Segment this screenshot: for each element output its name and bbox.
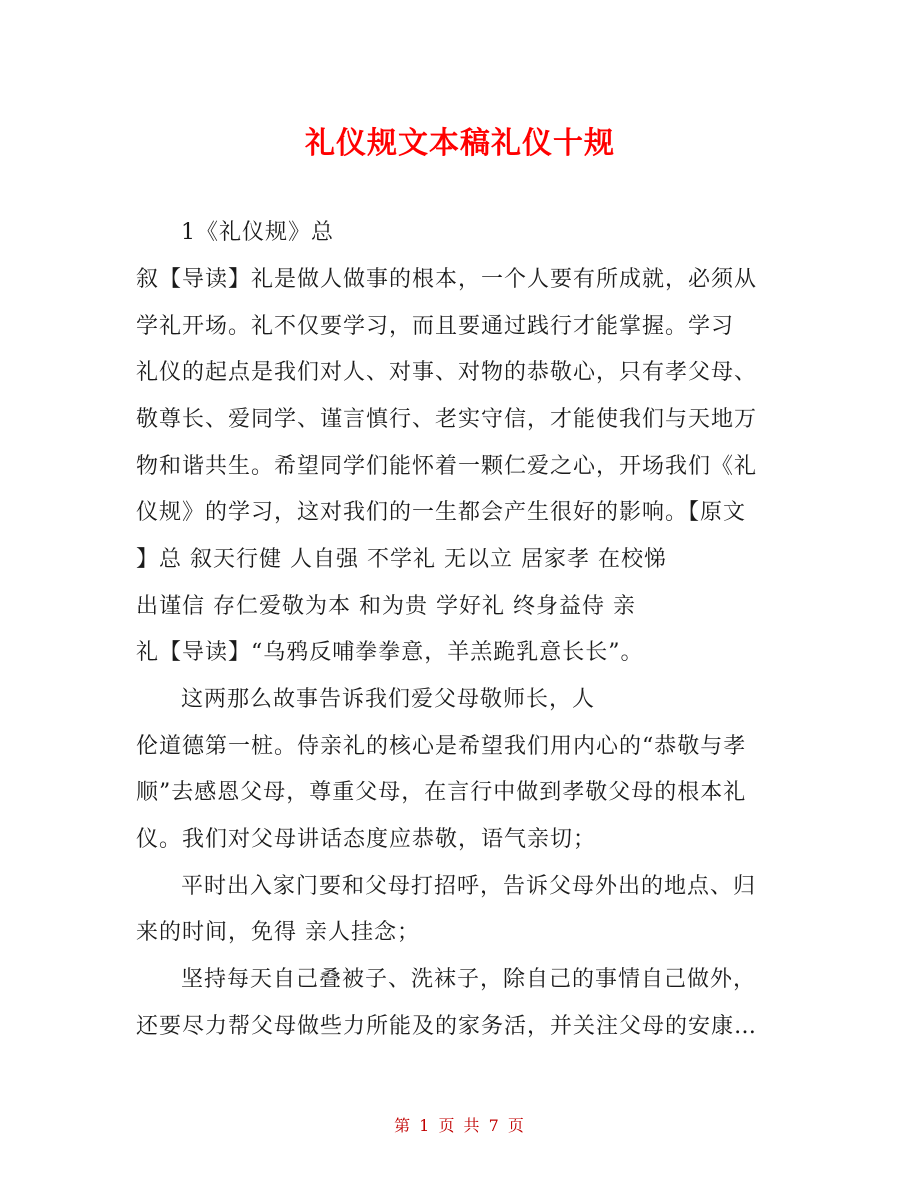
text-line: 仪。我们对父母讲话态度应恭敬，语气亲切；	[136, 827, 597, 852]
text-line: 物和谐共生。希望同学们能怀着一颗仁爱之心，开场我们《礼	[136, 454, 758, 479]
document-title: 礼仪规文本稿礼仪十规	[305, 126, 615, 161]
text-line: 来的时间，免得 亲人挂念；	[136, 920, 420, 945]
text-line: 学礼开场。礼不仅要学习，而且要通过践行才能掌握。学习	[136, 314, 735, 339]
text-line: 出谨信 存仁爱敬为本 和为贵 学好礼 终身益侍 亲	[136, 594, 636, 619]
text-line: 仪规》的学习，这对我们的一生都会产生很好的影响。【原文	[136, 500, 747, 525]
text-line: 礼【导读】“乌鸦反哺拳拳意，羊羔跪乳意长长”。	[136, 640, 644, 665]
text-line: 叙【导读】礼是做人做事的根本，一个人要有所成就，必须从	[136, 267, 758, 292]
text-line: 顺”去感恩父母，尊重父母，在言行中做到孝敬父母的根本礼	[136, 780, 747, 805]
page-number-footer: 第 1 页 共 7 页	[394, 1116, 526, 1135]
text-line: 平时出入家门要和父母打招呼，告诉父母外出的地点、归	[181, 874, 757, 899]
text-line: 坚持每天自己叠被子、洗袜子，除自己的事情自己做外，	[181, 967, 757, 992]
text-line: 1《礼仪规》总	[181, 220, 334, 245]
text-line: 】总 叙天行健 人自强 不学礼 无以立 居家孝 在校悌	[136, 547, 667, 572]
text-line: 伦道德第一桩。侍亲礼的核心是希望我们用内心的“恭敬与孝	[136, 734, 747, 759]
text-line: 敬尊长、爱同学、谨言慎行、老实守信，才能使我们与天地万	[136, 407, 758, 432]
text-line: 礼仪的起点是我们对人、对事、对物的恭敬心，只有孝父母、	[136, 360, 758, 385]
text-line: 这两那么故事告诉我们爱父母敬师长，人	[181, 687, 596, 712]
text-line: 还要尽力帮父母做些力所能及的家务活，并关注父母的安康…	[136, 1014, 758, 1039]
